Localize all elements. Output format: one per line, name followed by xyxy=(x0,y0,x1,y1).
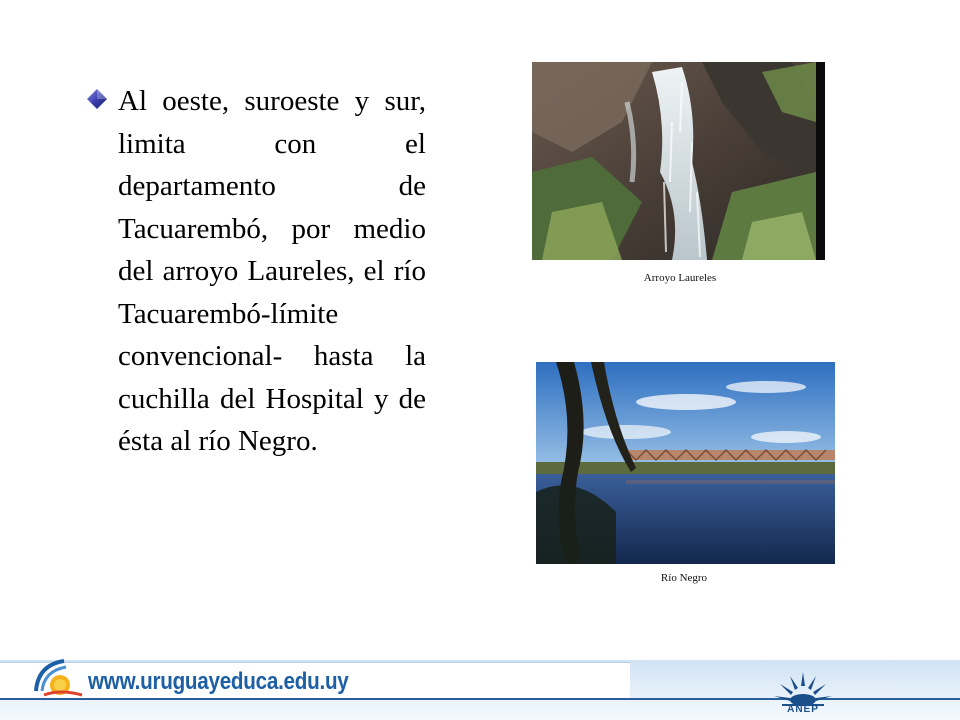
content-block xyxy=(86,80,426,463)
uruguayeduca-logo-icon xyxy=(30,655,88,699)
photo2-caption: Río Negro xyxy=(660,572,708,584)
photo1-caption: Arroyo Laureles xyxy=(643,272,717,284)
anep-label: ANEP xyxy=(787,704,819,715)
waterfall-photo xyxy=(532,62,825,260)
diamond-bullet-icon xyxy=(86,88,108,110)
site-url-link[interactable]: www.uruguayeduca.edu.uy xyxy=(88,668,349,695)
river-photo xyxy=(536,362,835,564)
body-paragraph: Al oeste, suroeste y sur, limita con el departamento de Tacuarembó, por medio del arroyo Laureles, el río Tacuarembó-límite convencional- hasta la cuchilla del Hospital y de ésta al río Negro. xyxy=(118,85,426,457)
